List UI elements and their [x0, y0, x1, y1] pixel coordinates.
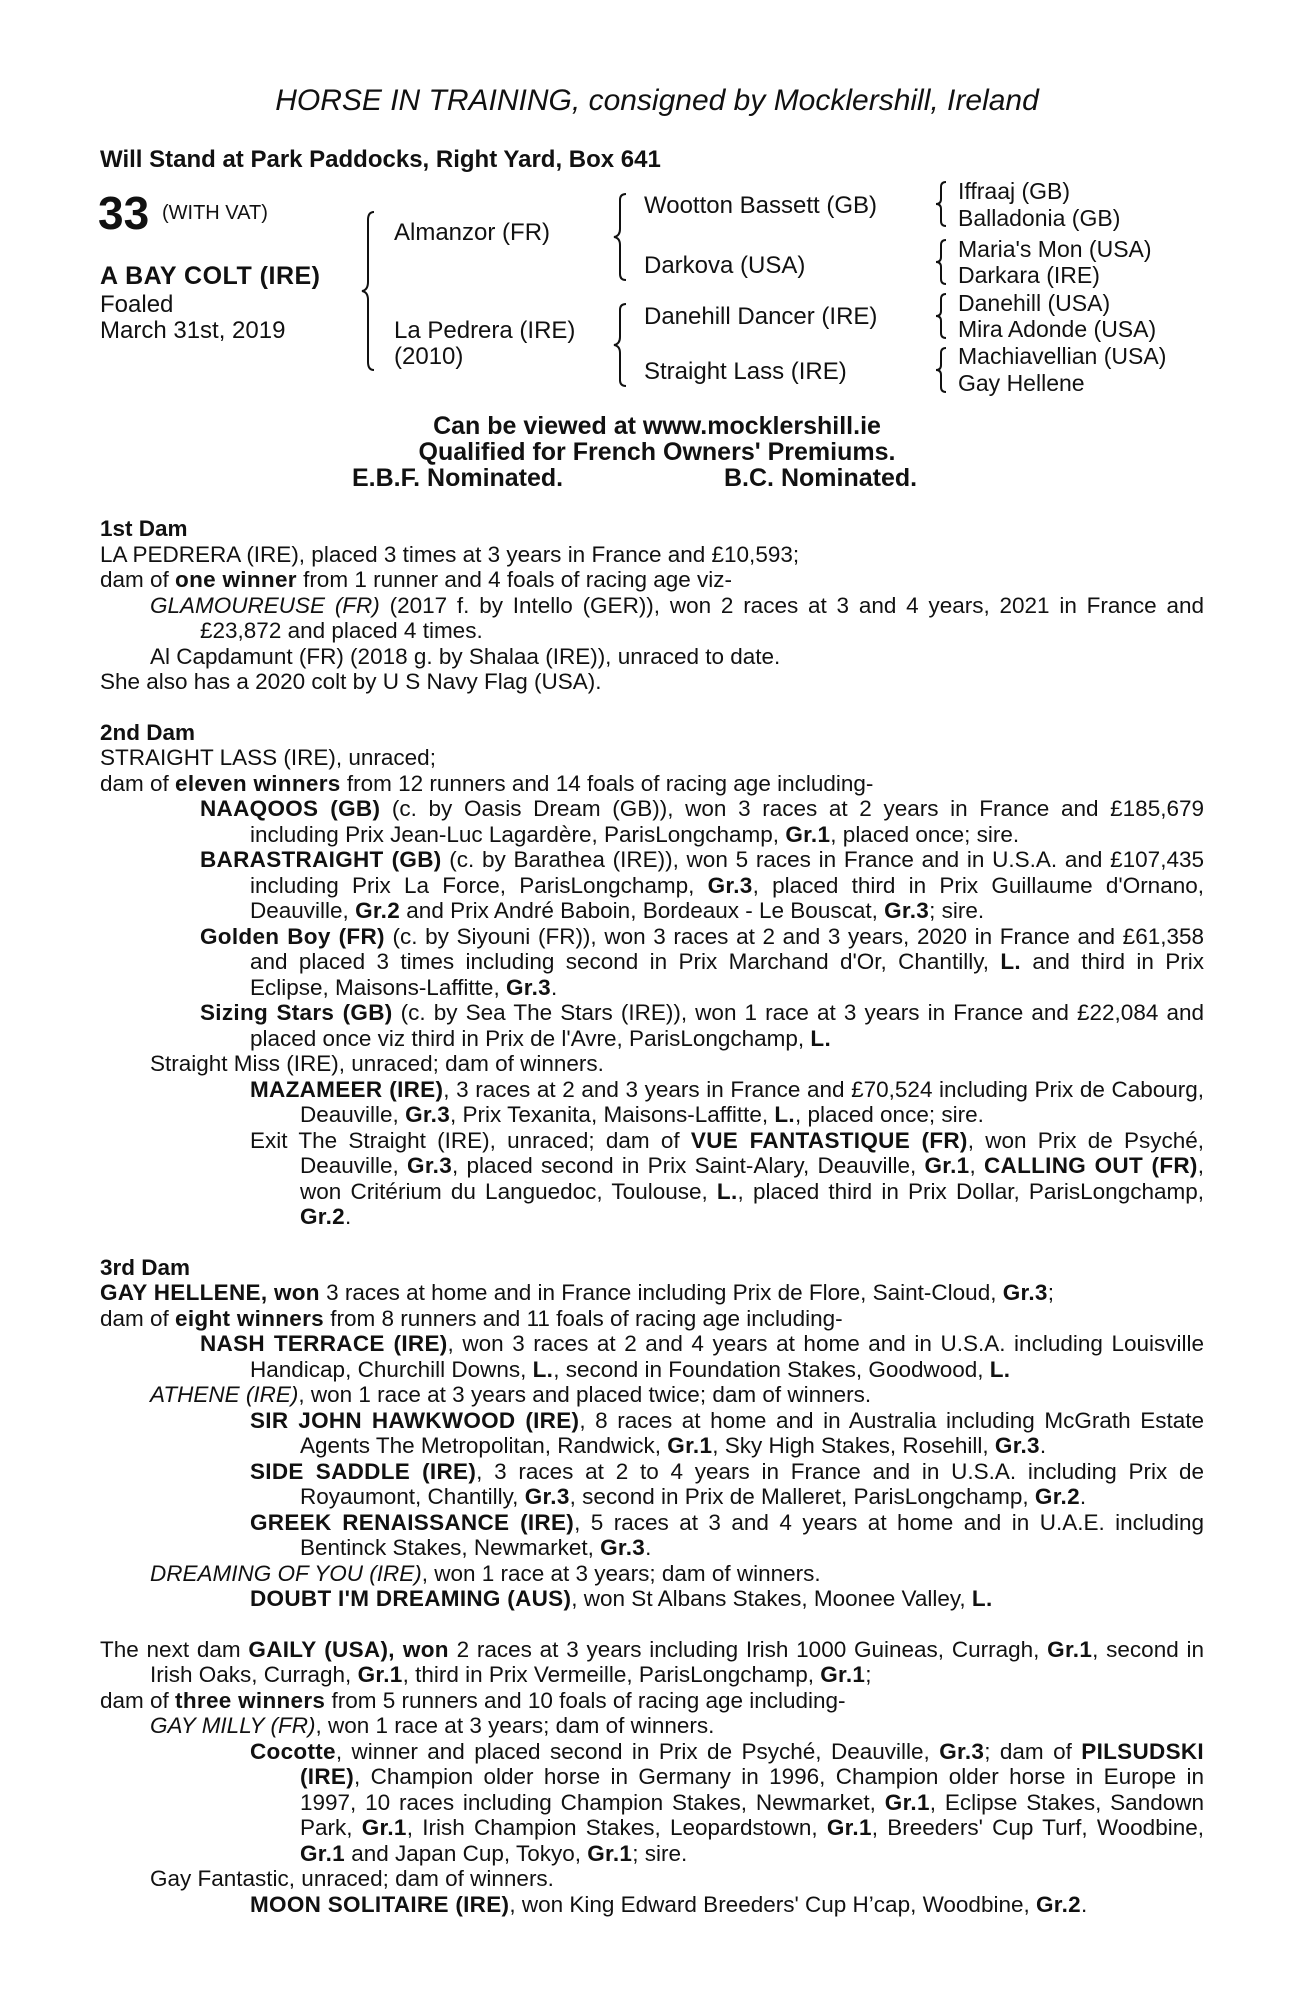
pedigree-ggs-2: Maria's Mon (USA)	[958, 236, 1152, 262]
pedigree-brace-sd	[934, 238, 954, 286]
dam3-para: GAY HELLENE, won 3 races at home and in France including Prix de Flore, Saint-Cloud, Gr.3;	[100, 1280, 1054, 1305]
pedigree-ggd-4: Gay Hellene	[958, 370, 1085, 396]
pedigree-dam-year: (2010)	[394, 343, 464, 370]
dam3-heading: 3rd Dam	[100, 1254, 191, 1280]
produce-barastraight: BARASTRAIGHT (GB) (c. by Barathea (IRE)), won 5 races in France and in U.S.A. and £107,435 including Prix La Force, ParisLongchamp, Gr.3, placed third in Prix Guillaume d'Ornano, Deauville, Gr.2 and Prix André Baboin, Bordeaux - Le Bouscat, Gr.3; sire.	[200, 847, 1204, 923]
dam2-heading: 2nd Dam	[100, 719, 196, 745]
produce-side-saddle: SIDE SADDLE (IRE), 3 races at 2 to 4 years in France and in U.S.A. including Prix de Royaumont, Chantilly, Gr.3, second in Prix de Malleret, ParisLongchamp, Gr.2.	[250, 1458, 1204, 1509]
dam2-para: STRAIGHT LASS (IRE), unraced;	[100, 745, 436, 770]
pedigree-dam-dam: Straight Lass (IRE)	[644, 358, 847, 385]
pedigree-ggs-4: Machiavellian (USA)	[958, 343, 1167, 369]
dam1-heading: 1st Dam	[100, 516, 188, 541]
pedigree-dam-sire: Danehill Dancer (IRE)	[644, 303, 878, 330]
pedigree-sire-sire: Wootton Bassett (GB)	[644, 192, 877, 219]
pedigree-brace-main	[360, 210, 384, 372]
next-dam-produce-summary: dam of three winners from 5 runners and 10 foals of racing age including-	[100, 1687, 846, 1713]
next-dam-para: The next dam GAILY (USA), won 2 races at 3 years including Irish 1000 Guineas, Curragh, Gr.1, second in Irish Oaks, Curragh, Gr.1, third in Prix Vermeille, ParisLongchamp, Gr.1;	[100, 1636, 1205, 1687]
produce-gay-milly: GAY MILLY (FR), won 1 race at 3 years; dam of winners.	[150, 1713, 715, 1738]
dam1-footnote: She also has a 2020 colt by U S Navy Flag (USA).	[100, 669, 602, 694]
page-title: HORSE IN TRAINING, consigned by Mocklershill, Ireland	[275, 84, 1039, 117]
dam3-produce-summary: dam of eight winners from 8 runners and 11 foals of racing age including-	[100, 1305, 843, 1331]
pedigree-ggd-3: Mira Adonde (USA)	[958, 316, 1157, 342]
pedigree-brace-sire	[612, 192, 636, 282]
pedigree-sire: Almanzor (FR)	[394, 219, 551, 246]
dam2-produce-summary: dam of eleven winners from 12 runners and 14 foals of racing age including-	[100, 770, 874, 796]
produce-naaqoos: NAAQOOS (GB) (c. by Oasis Dream (GB)), won 3 races at 2 years in France and £185,679 including Prix Jean-Luc Lagardère, ParisLongchamp, Gr.1, placed once; sire.	[200, 796, 1205, 847]
pedigree-brace-ds	[934, 292, 954, 340]
lot-number: 33	[98, 187, 150, 239]
produce-moon-solitaire: MOON SOLITAIRE (IRE), won King Edward Breeders' Cup H’cap, Woodbine, Gr.2.	[250, 1891, 1088, 1917]
vat-note: (WITH VAT)	[162, 202, 268, 224]
produce-golden-boy: Golden Boy (FR) (c. by Siyouni (FR)), won 3 races at 2 and 3 years, 2020 in France and £61,358 and placed 3 times including second in Prix Marchand d'Or, Chantilly, L. and third in Prix Eclipse, Maisons-Laffitte, Gr.3.	[200, 923, 1205, 1000]
foaled-label: Foaled	[100, 291, 174, 318]
produce-mazameer: MAZAMEER (IRE), 3 races at 2 and 3 years in France and £70,524 including Prix de Cabourg, Deauville, Gr.3, Prix Texanita, Maisons-Laffitte, L., placed once; sire.	[250, 1076, 1205, 1127]
ebf-note: E.B.F. Nominated.	[352, 464, 564, 492]
produce-greek-renaissance: GREEK RENAISSANCE (IRE), 5 races at 3 and 4 years at home and in U.A.E. including Bentinck Stakes, Newmarket, Gr.3.	[250, 1509, 1204, 1560]
colt-description: A BAY COLT (IRE)	[100, 262, 321, 290]
pedigree-dam: La Pedrera (IRE)	[394, 317, 576, 344]
pedigree-brace-dam	[612, 302, 636, 388]
pedigree-ggd-1: Balladonia (GB)	[958, 205, 1121, 231]
stand-location: Will Stand at Park Paddocks, Right Yard, Box 641	[100, 146, 661, 173]
foal-date: March 31st, 2019	[100, 317, 286, 344]
bc-note: B.C. Nominated.	[724, 464, 918, 492]
pedigree-ggs-1: Iffraaj (GB)	[958, 178, 1071, 204]
produce-gay-fantastic: Gay Fantastic, unraced; dam of winners.	[150, 1866, 554, 1891]
produce-sizing-stars: Sizing Stars (GB) (c. by Sea The Stars (IRE)), won 1 race at 3 years in France and £22,084 and placed once viz third in Prix de l'Avre, ParisLongchamp, L.	[200, 1000, 1204, 1051]
produce-doubt-im-dreaming: DOUBT I'M DREAMING (AUS), won St Albans Stakes, Moonee Valley, L.	[250, 1586, 993, 1611]
produce-cocotte: Cocotte, winner and placed second in Prix de Psyché, Deauville, Gr.3; dam of PILSUDSKI (IRE), Champion older horse in Germany in 1996, Champion older horse in Europe in 1997, 10 races including Champion Stakes, Newmarket, Gr.1, Eclipse Stakes, Sandown Park, Gr.1, Irish Champion Stakes, Leopardstown, Gr.1, Breeders' Cup Turf, Woodbine, Gr.1 and Japan Cup, Tokyo, Gr.1; sire.	[250, 1738, 1204, 1866]
dam1-produce-summary: dam of one winner from 1 runner and 4 foals of racing age viz-	[100, 567, 733, 592]
pedigree-ggd-2: Darkara (IRE)	[958, 262, 1100, 288]
produce-dreaming-of-you: DREAMING OF YOU (IRE), won 1 race at 3 years; dam of winners.	[150, 1560, 821, 1586]
pedigree-ggs-3: Danehill (USA)	[958, 290, 1111, 316]
catalogue-body	[100, 516, 1204, 1917]
produce-al-capdamunt: Al Capdamunt (FR) (2018 g. by Shalaa (IRE)), unraced to date.	[150, 643, 781, 669]
pedigree-brace-dd	[934, 346, 954, 394]
produce-straight-miss: Straight Miss (IRE), unraced; dam of winners.	[150, 1051, 604, 1076]
premiums-note: Qualified for French Owners' Premiums.	[418, 438, 896, 466]
produce-exit-the-straight: Exit The Straight (IRE), unraced; dam of VUE FANTASTIQUE (FR), won Prix de Psyché, Deauville, Gr.3, placed second in Prix Saint-Alary, Deauville, Gr.1, CALLING OUT (FR), won Critérium du Languedoc, Toulouse, L., placed third in Prix Dollar, ParisLongchamp, Gr.2.	[250, 1127, 1205, 1229]
pedigree-sire-dam: Darkova (USA)	[644, 252, 806, 279]
dam1-para: LA PEDRERA (IRE), placed 3 times at 3 years in France and £10,593;	[100, 541, 800, 567]
produce-sir-john-hawkwood: SIR JOHN HAWKWOOD (IRE), 8 races at home and in Australia including McGrath Estate Agents The Metropolitan, Randwick, Gr.1, Sky High Stakes, Rosehill, Gr.3.	[250, 1407, 1204, 1458]
pedigree-brace-ss	[934, 180, 954, 228]
produce-athene: ATHENE (IRE), won 1 race at 3 years and placed twice; dam of winners.	[150, 1382, 872, 1407]
viewing-note: Can be viewed at www.mocklershill.ie	[433, 412, 881, 440]
produce-glamoureuse: GLAMOUREUSE (FR) (2017 f. by Intello (GER)), won 2 races at 3 and 4 years, 2021 in France and £23,872 and placed 4 times.	[150, 592, 1204, 643]
produce-nash-terrace: NASH TERRACE (IRE), won 3 races at 2 and 4 years at home and in U.S.A. including Louisville Handicap, Churchill Downs, L., second in Foundation Stakes, Goodwood, L.	[200, 1331, 1204, 1382]
